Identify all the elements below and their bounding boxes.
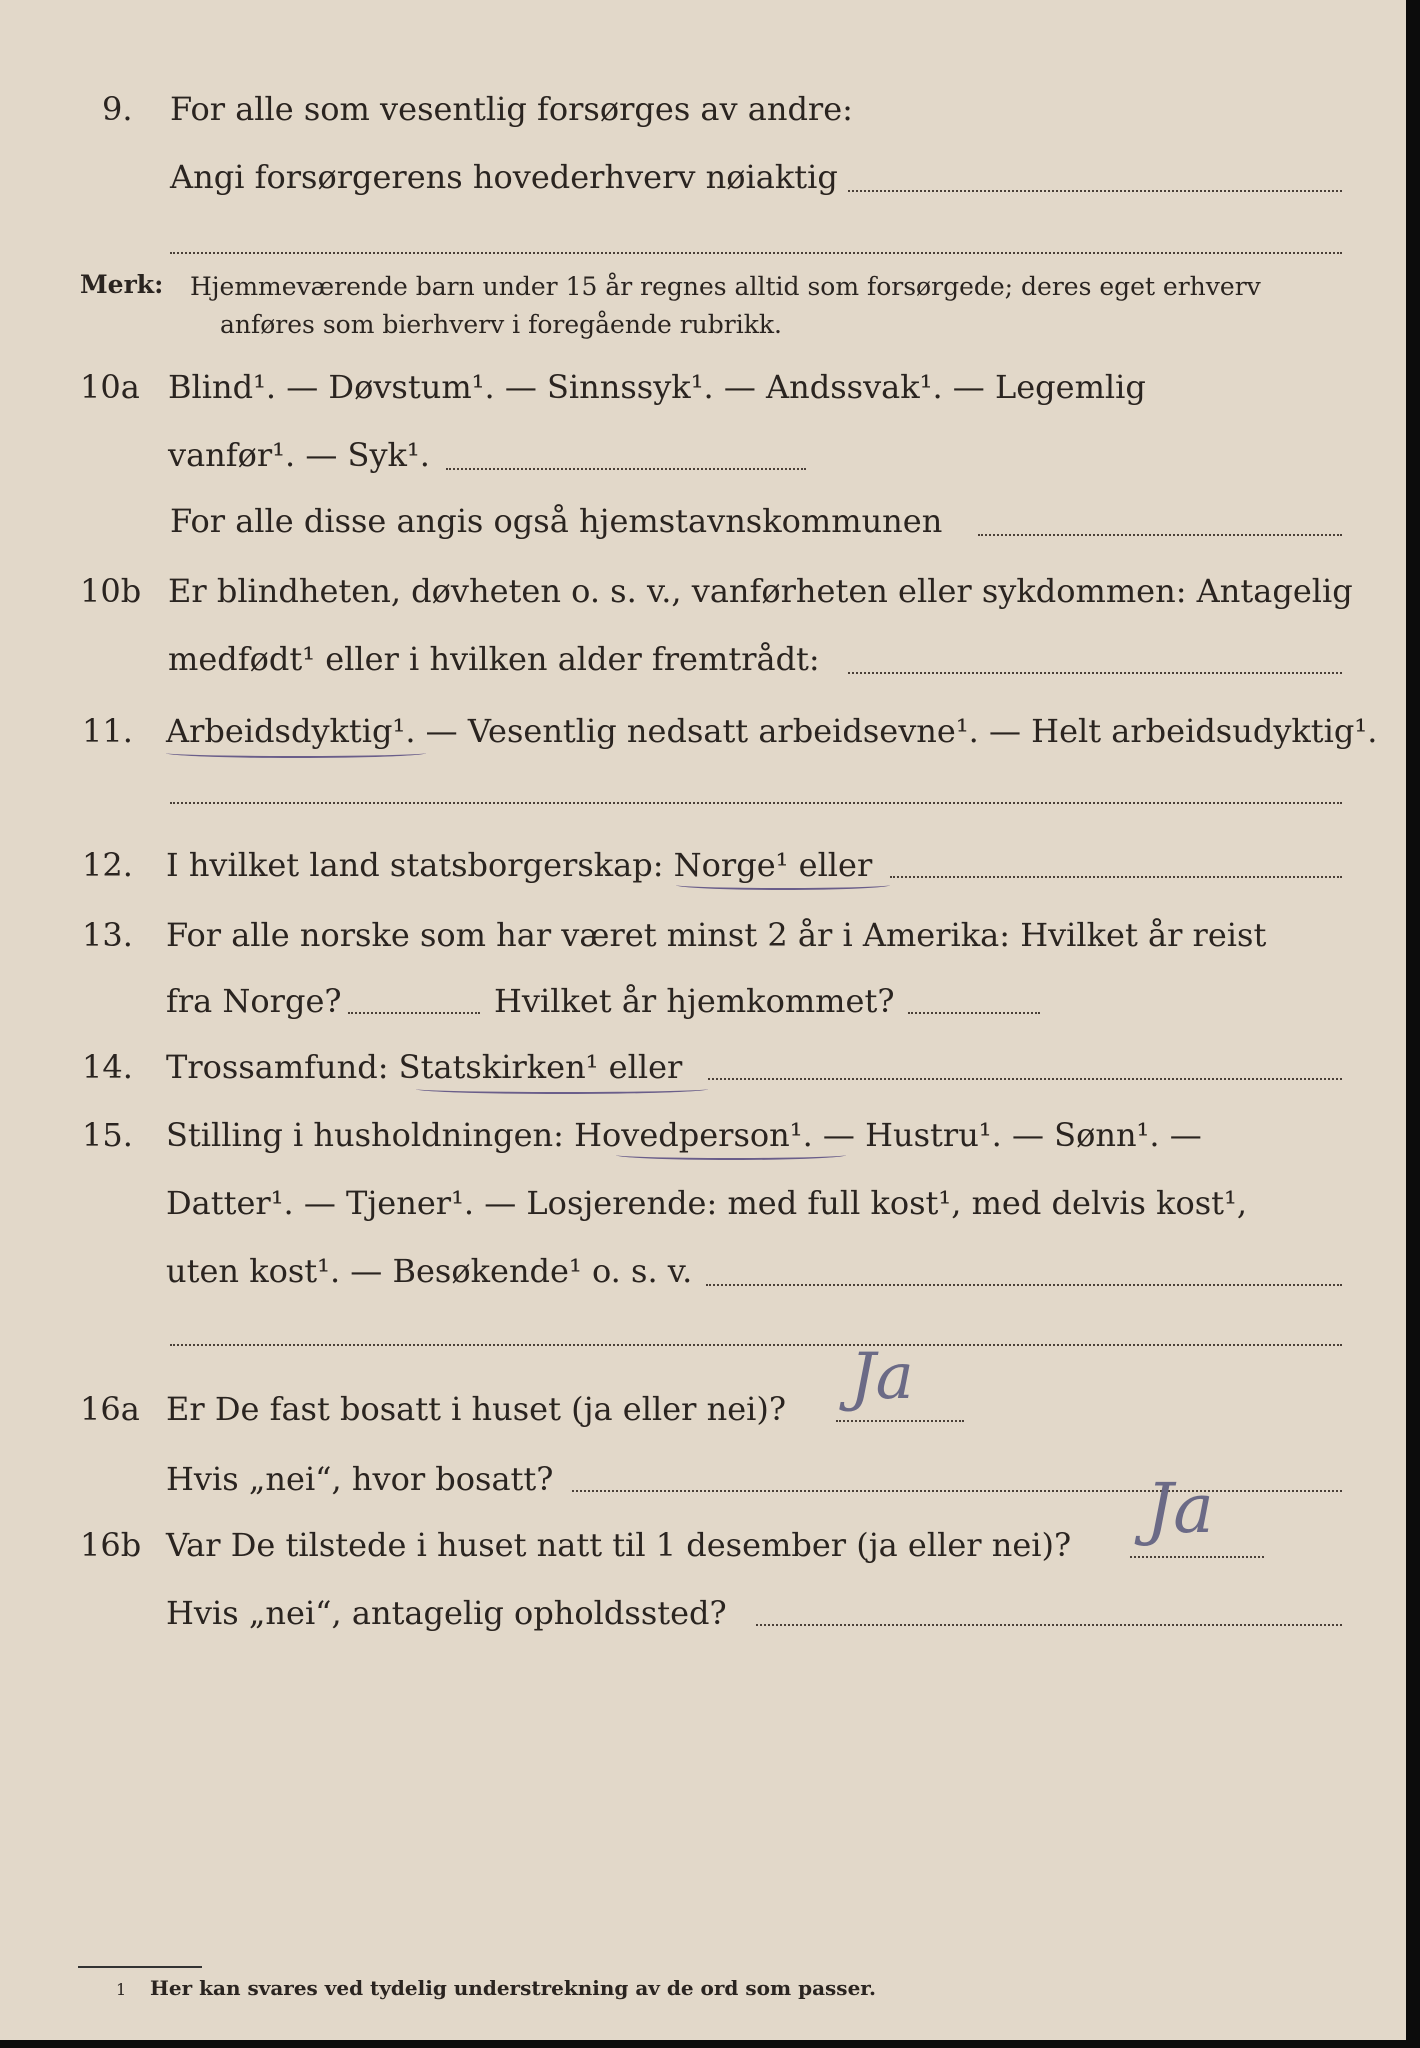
q13-reist-line[interactable]	[348, 1012, 480, 1014]
footnote-text: Her kan svares ved tydelig understrekning av de ord som passer.	[150, 1976, 876, 2000]
q16b-line2: Hvis „nei“, antagelig opholdssted?	[166, 1594, 727, 1632]
q15-answer-line-2[interactable]	[170, 1344, 1342, 1346]
q14-line1: Trossamfund: Statskirken¹ eller	[166, 1048, 683, 1086]
q16b-number: 16b	[80, 1526, 142, 1564]
q13-number: 13.	[82, 916, 133, 954]
q16b-line1: Var De tilstede i huset natt til 1 desember (ja eller nei)?	[166, 1526, 1072, 1564]
q9-line1: For alle som vesentlig forsørges av andre:	[170, 90, 853, 128]
q13-hjemkommet-line[interactable]	[908, 1012, 1040, 1014]
q12-underline-mark	[676, 880, 890, 890]
q12-answer-line[interactable]	[890, 876, 1342, 878]
q11-underline-mark	[166, 748, 426, 758]
q9-number: 9.	[102, 90, 133, 128]
q11-line1: Arbeidsdyktig¹. — Vesentlig nedsatt arbeidsevne¹. — Helt arbeidsudyktig¹.	[166, 712, 1378, 750]
q15-line3: uten kost¹. — Besøkende¹ o. s. v.	[166, 1252, 693, 1290]
q11-answer-line[interactable]	[170, 802, 1342, 804]
q15-line2: Datter¹. — Tjener¹. — Losjerende: med full kost¹, med delvis kost¹,	[166, 1184, 1248, 1222]
q10a-number: 10a	[80, 368, 140, 406]
merk-line1: Hjemmeværende barn under 15 år regnes alltid som forsørgede; deres eget erhverv	[190, 272, 1261, 301]
q14-number: 14.	[82, 1048, 133, 1086]
q16a-answer-handwritten: Ja	[850, 1340, 914, 1414]
q13-line2a: fra Norge?	[166, 982, 342, 1020]
q13-line2b: Hvilket år hjemkommet?	[494, 982, 895, 1020]
footnote-mark: 1	[116, 1980, 127, 1999]
q10a-answer-line[interactable]	[446, 468, 806, 470]
q16b-answer-line[interactable]	[1130, 1556, 1264, 1558]
q10a-line2: vanfør¹. — Syk¹.	[168, 436, 430, 474]
q16b-answer-handwritten: Ja	[1146, 1470, 1214, 1549]
q11-number: 11.	[82, 712, 133, 750]
q16a-number: 16a	[80, 1390, 140, 1428]
q10a-line3: For alle disse angis også hjemstavnskommunen	[170, 502, 943, 540]
q9-answer-line[interactable]	[848, 190, 1342, 192]
q12-number: 12.	[82, 846, 133, 884]
q9-answer-line-2[interactable]	[170, 252, 1342, 254]
q15-underline-mark	[616, 1150, 846, 1160]
q15-number: 15.	[82, 1116, 133, 1154]
q14-underline-mark	[416, 1084, 708, 1094]
merk-line2: anføres som bierhverv i foregående rubrikk.	[220, 310, 782, 339]
q12-line1: I hvilket land statsborgerskap: Norge¹ eller	[166, 846, 873, 884]
q16a-bosatt-line[interactable]	[572, 1490, 1342, 1492]
q14-answer-line[interactable]	[708, 1078, 1342, 1080]
q16a-line1: Er De fast bosatt i huset (ja eller nei)?	[166, 1390, 787, 1428]
q10b-answer-line[interactable]	[848, 672, 1342, 674]
q16a-answer-line[interactable]	[836, 1420, 964, 1422]
q15-line1: Stilling i husholdningen: Hovedperson¹. — Hustru¹. — Sønn¹. —	[166, 1116, 1202, 1154]
q10a-line1: Blind¹. — Døvstum¹. — Sinnssyk¹. — Andssvak¹. — Legemlig	[168, 368, 1146, 406]
q10b-number: 10b	[80, 572, 142, 610]
q15-answer-line[interactable]	[706, 1284, 1342, 1286]
q16b-opholdssted-line[interactable]	[756, 1624, 1342, 1626]
q16a-line2: Hvis „nei“, hvor bosatt?	[166, 1460, 554, 1498]
q10b-line2: medfødt¹ eller i hvilken alder fremtrådt:	[168, 640, 820, 678]
merk-label: Merk:	[80, 270, 164, 299]
q10b-line1: Er blindheten, døvheten o. s. v., vanførheten eller sykdommen: Antagelig	[168, 572, 1353, 610]
q13-line1: For alle norske som har været minst 2 år i Amerika: Hvilket år reist	[166, 916, 1267, 954]
q10a-kommune-line[interactable]	[978, 534, 1342, 536]
q9-line2: Angi forsørgerens hovederhverv nøiaktig	[170, 158, 838, 196]
footnote-rule	[78, 1966, 202, 1968]
